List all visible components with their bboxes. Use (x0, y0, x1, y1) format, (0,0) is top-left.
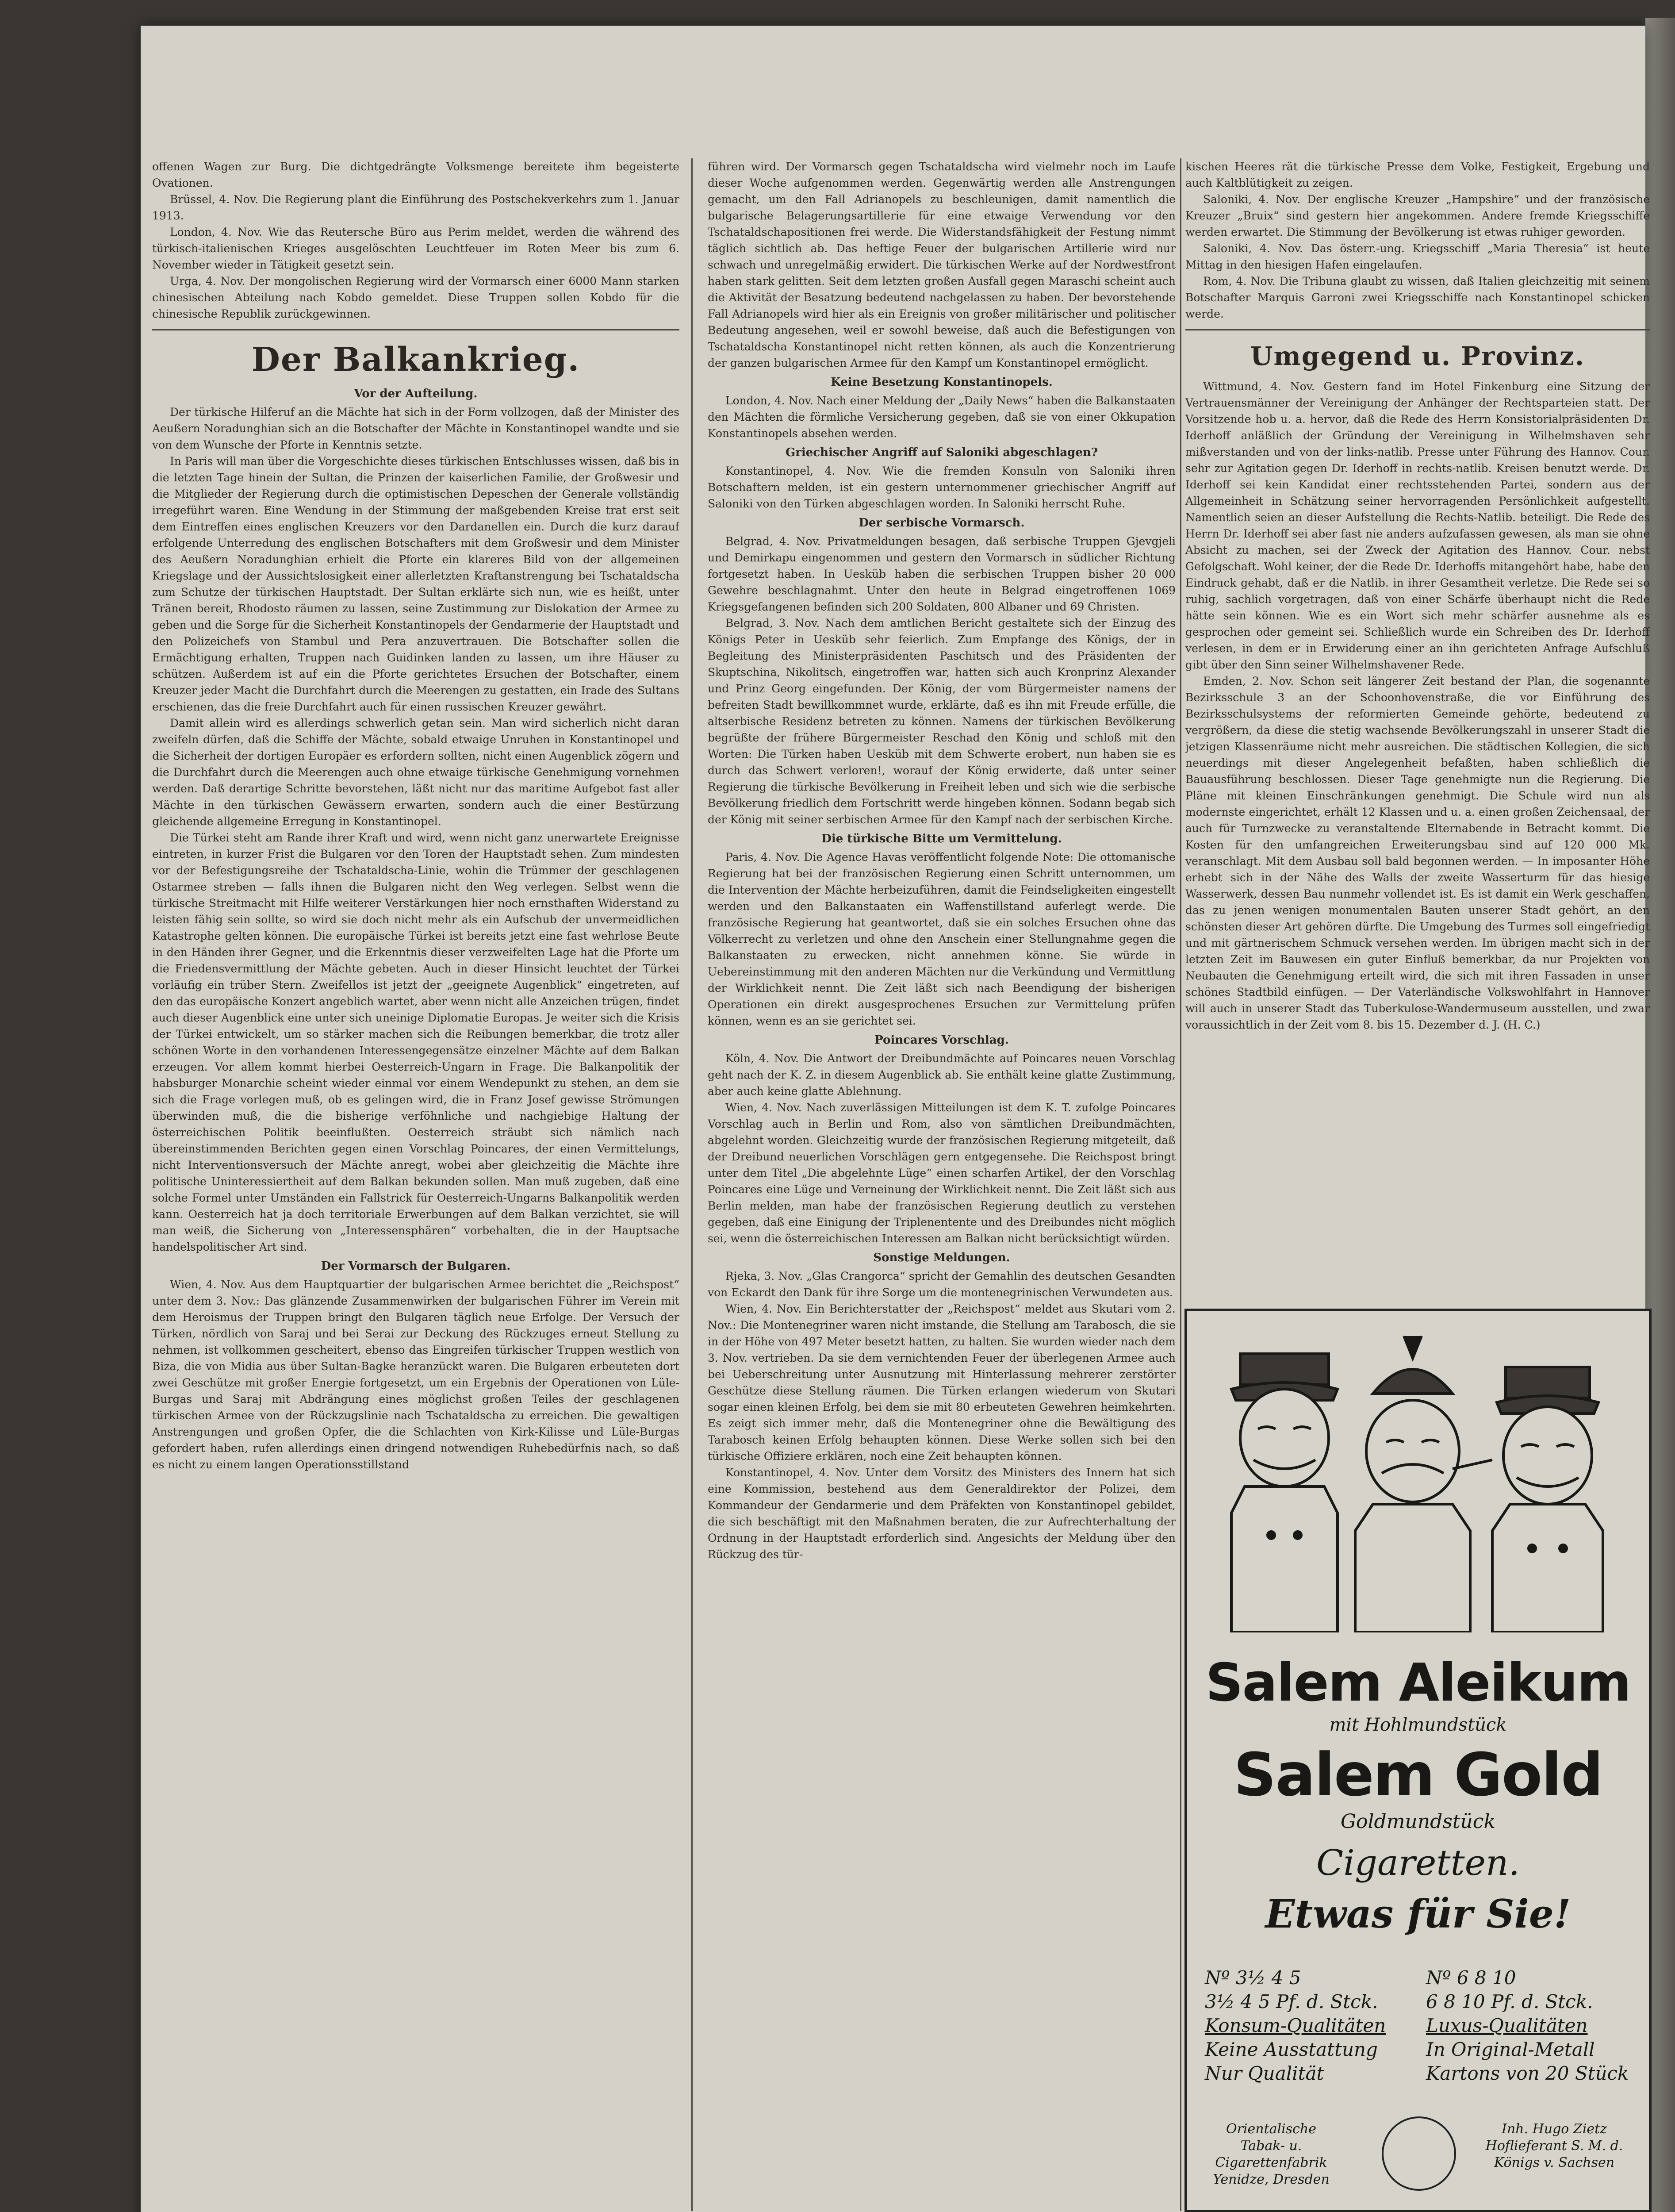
ad-brand-salem-aleikum: Salem Aleikum (1205, 1652, 1631, 1713)
salem-cigarette-ad (1184, 1309, 1652, 2212)
paragraph: führen wird. Der Vormarsch gegen Tschataldscha wird vielmehr noch im Laufe dieser Woche aufgenommen werden. Gegenwärtig werden alle Anstrengungen gemacht, um den Fall Adrianopels zu beschleunigen, damit namentlich die bulgarische Belagerungsartillerie für eine etwaige Verwendung vor den Tschataldschapositionen frei werde. Die Widerstandsfähigkeit der Festung nimmt täglich sichtlich ab. Das heftige Feuer der bulgarischen Artillerie wird nur schwach und unregelmäßig erwidert. Die türkischen Werke auf der Nordwestfront haben stark gelitten. Seit dem letzten großen Ausfall gegen Maraschi scheint auch die Aktivität der Besatzung bedeutend nachgelassen zu haben. Der bevorstehende Fall Adrianopels wird hier als ein Ereignis von großer militärischer und politischer Bedeutung angesehen, weil er sowohl beweise, daß auch die Befestigungen von Tschataldscha Konstantinopel nicht retten können, als auch die Konzentrierung der ganzen bulgarischen Armee für den Kampf um Konstantinopel ermöglicht. (708, 160, 1176, 369)
paragraph: Saloniki, 4. Nov. Der englische Kreuzer „Hampshire“ und der französische Kreuzer „Bruix“ sind gestern hier angekommen. Andere fremde Kriegsschiffe werden erwartet. Die Stimmung der Bevölkerung ist etwas ruhiger geworden. (1185, 193, 1650, 238)
paragraph: Emden, 2. Nov. Schon seit längerer Zeit bestand der Plan, die sogenannte Bezirksschule 3 an der Schoonhovenstraße, die vor Einführung des Bezirksschulsystems der reformierten Gemeinde gehörte, bedeutend zu vergrößern, da diese die stetig wachsende Bevölkerungszahl in unserer Stadt die jetzigen Klassenräume nicht mehr ausreichen. Die städtischen Kollegien, die sich neuerdings mit dieser Angelegenheit befaßten, haben schließlich die Bauausführung beschlossen. Dieser Tage genehmigte nun die Regierung. Die Pläne mit kleinen Einschränkungen genehmigt. Die Schule wird nun als modernste eingerichtet, erhält 12 Klassen und u. a. einen großen Zeichensaal, der auch für Turnzwecke zu veranstaltende Elternabende in Betracht kommt. Die Kosten für den umfangreichen Erweiterungsbau sind auf 120 000 Mk. veranschlagt. Mit dem Ausbau soll bald begonnen werden. — In imposanter Höhe erhebt sich in der Nähe des Walls der zweite Wasserturm für das hiesige Wasserwerk, dessen Bau nunmehr vollendet ist. Es ist damit ein Werk geschaffen, das zu jenen wenigen monumentalen Bauten unserer Stadt gehört, an den schönsten dieser Art gehören dürfte. Die Umgebung des Turmes soll eingefriedigt und mit gärtnerischem Schmuck versehen werden. Im übrigen macht sich in der letzten Zeit im Bauwesen ein guter Einfluß bemerkbar, da nur Projekten von Neubauten die Genehmigung erteilt wird, die sich mit ihren Fassaden in unser schönes Stadtbild einfügen. — Der Vaterländische Volkswohlfahrt in Hannover will auch in unserer Stadt das Tuberkulose-Wandermuseum ausstellen, und zwar voraussichtlich in der Zeit vom 8. bis 15. Dezember d. J. (H. C.) (1185, 675, 1650, 1031)
section-title: Umgegend u. Provinz. (1250, 341, 1585, 371)
column-3 (1185, 158, 1650, 1291)
paragraph: Konstantinopel, 4. Nov. Unter dem Vorsitz des Ministers des Innern hat sich eine Kommission, bestehend aus dem Generaldirektor der Polizei, dem Kommandeur der Gendarmerie und dem Präfekten von Konstantinopel gebildet, die sich beschäftigt mit den Maßnahmen beraten, die zur Aufrechterhaltung der Ordnung in der Hauptstadt erforderlich sind. Angesichts der Meldung über den Rückzug des tür- (708, 1466, 1176, 1561)
subheading: Griechischer Angriff auf Saloniki abgeschlagen? (785, 446, 1098, 459)
ad-tagline: mit Hohlmundstück (1329, 1715, 1507, 1735)
ad-line: Konsum-Qualitäten (1205, 2015, 1386, 2036)
ad-line: Kartons von 20 Stück (1426, 2062, 1629, 2084)
subheading: Keine Besetzung Konstantinopels. (831, 376, 1053, 389)
divider (1185, 329, 1650, 330)
column-1 (152, 158, 679, 2212)
paragraph: Urga, 4. Nov. Der mongolischen Regierung wird der Vormarsch einer 6000 Mann starken chinesischen Abteilung nach Kobdo gemeldet. Diese Truppen sollen Kobdo für die chinesische Republik zurückgewinnen. (152, 275, 679, 320)
ad-line: Nur Qualität (1205, 2062, 1324, 2084)
newspaper-page (141, 26, 1650, 2212)
ad-line: Nº 6 8 10 (1426, 1967, 1516, 1989)
paragraph: Die Türkei steht am Rande ihrer Kraft und wird, wenn nicht ganz unerwartete Ereignisse eintreten, in kurzer Frist die Bulgaren vor den Toren der Hauptstadt sehen. Zum mindesten vor der Befestigungsreihe der Tschataldscha-Linie, wohin die Trümmer der geschlagenen Ostarmee streben — falls ihnen die Bulgaren nicht den Weg verlegen. Selbst wenn die türkische Streitmacht mit Hilfe weiterer Verstärkungen hier noch ernsthaften Widerstand zu leisten fähig sein sollte, so wird sie doch nicht mehr als ein Aufschub der unvermeidlichen Katastrophe gelten können. Die europäische Türkei ist bereits jetzt eine fast wehrlose Beute in den Händen ihrer Gegner, und die Erkenntnis dieser verzweifelten Lage hat die Pforte um die Friedensvermittlung der Mächte gebeten. Auch in dieser Hinsicht leuchtet der Türkei vorläufig ein trüber Stern. Zweifellos ist jetzt der „geeignete Augenblick“ eingetreten, auf den das europäische Konzert angeblich wartet, aber wenn nicht alle Anzeichen trügen, findet auch dieser Augenblick eine unter sich uneinige Diplomatie Europas. Je weiter sich die Krisis der Türkei entwickelt, um so stärker machen sich die Reibungen bemerkbar, die trotz aller schönen Worte in den vorhandenen Interessengegensätze einzelner Mächte auf dem Balkan erzeugen. Vor allem kommt hierbei Oesterreich-Ungarn in Frage. Die Balkanpolitik der habsburger Monarchie scheint wieder einmal vor einem Wendepunkt zu stehen, an dem sie sich die Frage vorlegen muß, ob es gelingen wird, die in Franz Josef gewisse Strömungen überwinden muß, die die bisherige verföhnliche und nachgiebige Haltung der österreichischen Politik beeinflußten. Oesterreich sträubt sich nämlich nach übereinstimmenden Berichten gegen einen Vorschlag Poincares, der einen Vermittelungs, nicht Interventionsversuch der Mächte anregt, wobei aber gleichzeitig die Mächte ihre politische Uninteressiertheit auf dem Balkan bekunden sollen. Man muß zugeben, daß eine solche Formel unter Umständen ein Fallstrick für Oesterreich-Ungarns Balkanpolitik werden kann. Oesterreich hat ja doch territoriale Erwerbungen auf dem Balkan verzichtet, sie will man weiß, die Sicherung von „Interessensphären“ vorbehalten, die in der Hauptsache handelspolitischer Art sind. (152, 831, 679, 1253)
column-2 (708, 158, 1176, 2212)
subheading: Sonstige Meldungen. (873, 1251, 1010, 1264)
paragraph: Saloniki, 4. Nov. Das österr.-ung. Kriegsschiff „Maria Theresia“ ist heute Mittag in den hiesigen Hafen eingelaufen. (1185, 242, 1650, 271)
ad-owner: Inh. Hugo Zietz Hoflieferant S. M. d. Königs v. Sachsen (1485, 2121, 1623, 2170)
paragraph: London, 4. Nov. Wie das Reutersche Büro aus Perim meldet, werden die während des türkisch-italienischen Krieges ausgelöschten Leuchtfeuer im Roten Meer bis zum 6. November wieder in Tätigkeit gesetzt sein. (152, 226, 679, 271)
ad-brand-salem-gold: Salem Gold (1234, 1740, 1602, 1809)
paragraph: Paris, 4. Nov. Die Agence Havas veröffentlicht folgende Note: Die ottomanische Regierung hat bei der französischen Regierung einen Schritt unternommen, um die Intervention der Mächte herbeizuführen, damit die Feindseligkeiten eingestellt werden und den Balkanstaaten ein Waffenstillstand auferlegt werde. Die französische Regierung hat geantwortet, daß sie ein solches Ersuchen ohne das Völkerrecht zu verletzen und ohne den Anschein einer Stellungnahme gegen die Balkanstaaten zu erwecken, nicht annehmen könne. Sie würde in Uebereinstimmung mit den anderen Mächten nur die Verkündung und Vermittlung der Wirklichkeit nennt. Die Zeit läßt sich nach Beendigung der bisherigen Operationen ein direkt ausgesprochenes Ersuchen zur Vermittelung prüfen können, wenn es an sie gerichtet sei. (708, 851, 1176, 1027)
paragraph: Konstantinopel, 4. Nov. Wie die fremden Konsuln von Saloniki ihren Botschaftern melden, ist ein gestern unternommener griechischer Angriff auf Saloniki von den Türken abgeschlagen worden. In Saloniki herrscht Ruhe. (708, 465, 1176, 510)
ad-price-block-right (1426, 1966, 1638, 2085)
ad-tagline: Goldmundstück (1340, 1810, 1496, 1833)
subheading: Der Vormarsch der Bulgaren. (321, 1260, 511, 1273)
column-rule (1180, 158, 1181, 2211)
subheading: Der serbische Vormarsch. (859, 516, 1025, 530)
subheading: Poincares Vorschlag. (874, 1033, 1009, 1047)
paragraph: Damit allein wird es allerdings schwerlich getan sein. Man wird sicherlich nicht daran zweifeln dürfen, daß die Schiffe der Mächte, sobald etwaige Unruhen in Konstantinopel und die Sicherheit der dortigen Europäer es erfordern sollten, nicht einen Augenblick zögern und die Durchfahrt durch die Meerengen auch ohne etwaige türkische Genehmigung vornehmen werden. Daß derartige Schritte bevorstehen, läßt nicht nur das maritime Aufgebot fast aller Mächte in den türkischen Gewässern erwarten, sondern auch die einer Bestürzung gleichende allgemeine Erregung in Konstantinopel. (152, 717, 679, 828)
paragraph: Wittmund, 4. Nov. Gestern fand im Hotel Finkenburg eine Sitzung der Vertrauensmänner der Vereinigung der Anhänger der Rechtsparteien statt. Der Vorsitzende hob u. a. hervor, daß die Rede des Herrn Konsistorialpräsidenten Dr. Iderhoff anläßlich der Gründung der Vereinigung in Wilhelmshaven sehr mißverstanden und von der links-natlib. Presse unter Führung des Hannov. Cour. sehr zur Agitation gegen Dr. Iderhoff in rechts-natlib. Kreisen benutzt werde. Dr. Iderhoff sei kein Kandidat einer rechtsstehenden Partei, sondern aus der Allgemeinheit in Schätzung seiner hervorragenden Persönlichkeit aufgestellt. Namentlich seien an dieser Aufstellung die Rechts-Natlib. beteiligt. Die Rede des Herrn Dr. Iderhoff sei aber fast nie anders aufzufassen gewesen, als man sie ohne Absicht zu machen, sei der Zweck der Agitation des Hannov. Cour. nebst Gefolgschaft. Wohl keiner, der die Rede Dr. Iderhoffs mitangehört habe, habe den Eindruck gehabt, daß er die Natlib. in ihrer Gesamtheit verletze. Die Rede sei so ruhig, sachlich vorgetragen, daß von einer Schärfe überhaupt nicht die Rede hätte sein können. Wie es ein Wort sich mehr schärfer ausnehme als es gesprochen oder gemeint sei. Schließlich wurde ein Schreiben des Dr. Iderhoff verlesen, in dem er in Erwiderung einer an ihn gerichteten Anfrage Aufschluß gibt über den Sinn seiner Wilhelmshavener Rede. (1185, 380, 1650, 671)
royal-seal-icon (1382, 2116, 1456, 2191)
paragraph: Brüssel, 4. Nov. Die Regierung plant die Einführung des Postschekverkehrs zum 1. Januar 1913. (152, 193, 679, 222)
divider (152, 329, 679, 330)
column-rule (691, 158, 693, 2211)
three-soldiers-illustration (1205, 1327, 1629, 1632)
section-title: Der Balkankrieg. (251, 341, 580, 379)
ad-price-block-left (1205, 1966, 1408, 2085)
paragraph: Wien, 4. Nov. Ein Berichterstatter der „Reichspost“ meldet aus Skutari vom 2. Nov.: Die Montenegriner waren nicht imstande, die Stellung am Tarabosch, die sie in der Höhe von 497 Meter besetzt hatten, zu halten. Sie wurden wieder nach dem 3. Nov. vertrieben. Da sie dem vernichtenden Feuer der überlegenen Armee auch bei Ueberschreitung unter Ausnutzung mit Hinterlassung mehrerer zerstörter Geschütze diese Stellung räumen. Die Türken erlangen wiederum von Skutari sogar einen kleinen Erfolg, bei dem sie mit 80 erbeuteten Gewehren heimkehrten. Es zeigt sich immer mehr, daß die Montenegriner ohne die Bewältigung des Tarabosch keinen Erfolg behaupten können. Diese Werke sollen sich bei den türkische Offiziere erklären, noch eine Zeit behaupten können. (708, 1302, 1176, 1463)
paragraph: Rom, 4. Nov. Die Tribuna glaubt zu wissen, daß Italien gleichzeitig mit seinem Botschafter Marquis Garroni zwei Kriegsschiffe nach Konstantinopel schicken werde. (1185, 275, 1650, 320)
ad-line: Keine Ausstattung (1205, 2039, 1378, 2060)
ad-line: 6 8 10 Pf. d. Stck. (1426, 1991, 1593, 2012)
paragraph: Köln, 4. Nov. Die Antwort der Dreibundmächte auf Poincares neuen Vorschlag geht nach der K. Z. in diesem Augenblick ab. Sie enthält keine glatte Zustimmung, aber auch keine glatte Ablehnung. (708, 1052, 1176, 1098)
paragraph: kischen Heeres rät die türkische Presse dem Volke, Festigkeit, Ergebung und auch Kaltblütigkeit zu zeigen. (1185, 160, 1650, 189)
paragraph: Der türkische Hilferuf an die Mächte hat sich in der Form vollzogen, daß der Minister des Aeußern Noradunghian sich an die Botschafter der Mächte in Konstantinopel wandte und sie von dem Wunsche der Pforte in Kenntnis setzte. (152, 406, 679, 451)
subheading: Vor der Aufteilung. (354, 387, 478, 400)
ad-line: Nº 3½ 4 5 (1205, 1967, 1301, 1989)
paragraph: London, 4. Nov. Nach einer Meldung der „Daily News“ haben die Balkanstaaten den Mächten die förmliche Versicherung gegeben, daß sie von einer Okkupation Konstantinopels absehen werden. (708, 394, 1176, 440)
ad-manufacturer: Orientalische Tabak- u. Cigarettenfabrik Yenidze, Dresden (1213, 2121, 1330, 2187)
paragraph: offenen Wagen zur Burg. Die dichtgedrängte Volksmenge bereitete ihm begeisterte Ovationen. (152, 160, 679, 189)
paragraph: In Paris will man über die Vorgeschichte dieses türkischen Entschlusses wissen, daß bis in die letzten Tage hinein der Sultan, die Prinzen der kaiserlichen Familie, der Großwesir und die Mitglieder der Regierung durch die optimistischen Depeschen der Generale vollständig irregeführt waren. Eine Wendung in der Stimmung der maßgebenden Kreise trat erst seit dem Eintreffen eines englischen Kreuzers vor den Dardanellen ein. Durch die kurz darauf erfolgende Unterredung des englischen Botschafters mit dem Großwesir und dem Minister des Aeußern Noradunghian erhielt die Pforte ein klareres Bild von der allgemeinen Kriegslage und der Aussichtslosigkeit einer allerletzten Kraftanstrengung bei Tschataldscha zum Schutze der türkischen Hauptstadt. Der Sultan erklärte sich nun, wie es heißt, unter Tränen bereit, Rhodosto räumen zu lassen, seine Zustimmung zur Dislokation der Armee zu geben und die Sorge für die Sicherheit Konstantinopels der Gendarmerie der Hauptstadt und den Polizeichefs von Stambul und Pera anzuvertrauen. Die Botschafter sollen die Ermächtigung erhalten, Truppen nach Guidinken landen zu lassen, um ihre Häuser zu schützen. Außerdem ist auf ein die Pforte gerichtetes Ersuchen der Botschafter, einem Kreuzer jeder Macht die Durchfahrt durch die Meerengen zu gestatten, ein Irade des Sultans erschienen, das die freie Durchfahrt auch für einen russischen Kreuzer gewährt. (152, 455, 679, 713)
subheading: Die türkische Bitte um Vermittelung. (821, 832, 1062, 845)
paragraph: Wien, 4. Nov. Aus dem Hauptquartier der bulgarischen Armee berichtet die „Reichspost“ unter dem 3. Nov.: Das glänzende Zusammenwirken der bulgarischen Führer im Verein mit dem Heroismus der Truppen bringt den Bulgaren täglich neue Erfolge. Der Versuch der Türken, nördlich von Saraj und bei Serai zur Deckung des Rückzuges erneut Stellung zu nehmen, ist vollkommen gescheitert, ebenso das Eingreifen türkischer Truppen westlich von Biza, die von Midia aus über Sultan-Bagke heranzückt waren. Die Bulgaren erbeuteten dort zwei Geschütze mit großer Energie fortgesetzt, um ein Ergebnis der Operationen von Lüle-Burgas und Saraj mit Abdrängung eines möglichst großen Teiles der geschlagenen türkischen Armee von der Rückzugslinie nach Tschataldscha zu erreichen. Die gewaltigen Anstrengungen und großen Opfer, die die Schlachten von Kirk-Kilisse und Lüle-Burgas gefordert haben, rufen allerdings einen dringend notwendigen Ruhebedürfnis nach, so daß es nicht zu einem langen Operationsstillstand (152, 1278, 679, 1471)
paragraph: Belgrad, 4. Nov. Privatmeldungen besagen, daß serbische Truppen Gjevgjeli und Demirkapu eingenommen und gestern den Vormarsch in südlicher Richtung fortgesetzt haben. In Uesküb haben die serbischen Truppen bisher 20 000 Gewehre beschlagnahmt. Unter den heute in Belgrad eingetroffenen 1069 Kriegsgefangenen befinden sich 200 Soldaten, 800 Albaner und 69 Christen. (708, 535, 1176, 613)
paragraph: Rjeka, 3. Nov. „Glas Crangorca“ spricht der Gemahlin des deutschen Gesandten von Eckardt den Dank für ihre Sorge um die montenegrinischen Verwundeten aus. (708, 1270, 1176, 1299)
ad-line: Luxus-Qualitäten (1426, 2015, 1588, 2036)
ad-line: In Original-Metall (1426, 2039, 1595, 2060)
ad-product-type: Cigaretten. (1316, 1842, 1520, 1883)
ad-slogan: Etwas für Sie! (1265, 1891, 1571, 1937)
paragraph: Wien, 4. Nov. Nach zuverlässigen Mitteilungen ist dem K. T. zufolge Poincares Vorschlag auch in Berlin und Rom, also von sämtlichen Dreibundmächten, abgelehnt worden. Gleichzeitig wurde der französischen Regierung mitgeteilt, daß der Dreibund neuerlichen Vorschlägen gern entgegensehe. Die Reichspost bringt unter dem Titel „Die abgelehnte Lüge“ einen scharfen Artikel, der den Vorschlag Poincares eine Lüge und Verneinung der Wirklichkeit nennt. Die Zeit läßt sich aus Berlin melden, man habe der französischen Regierung deutlich zu verstehen gegeben, daß eine Einigung der Triplenentente und des Dreibundes nicht möglich sei, wenn die österreichischen Interessen am Balkan nicht berücksichtigt würden. (708, 1101, 1176, 1245)
ad-line: 3½ 4 5 Pf. d. Stck. (1205, 1991, 1378, 2012)
paragraph: Belgrad, 3. Nov. Nach dem amtlichen Bericht gestaltete sich der Einzug des Königs Peter in Uesküb sehr feierlich. Zum Empfange des Königs, der in Begleitung des Ministerpräsidenten Paschitsch und des Präsidenten der Skuptschina, Nikolitsch, eingetroffen war, hatten sich auch Kronprinz Alexander und Prinz Georg eingefunden. Der König, der vom Bürgermeister namens der befreiten Stadt bewillkommnet wurde, erklärte, daß es ihn mit Freude erfülle, die altserbische Residenz betreten zu können. Namens der türkischen Bevölkerung begrüßte der frühere Bürgermeister Reschad den König und schloß mit den Worten: Die Türken haben Uesküb mit dem Schwerte erobert, nun haben sie es durch das Schwert verloren!, worauf der König erwiderte, daß unter seiner Regierung die türkische Bevölkerung in Freiheit leben und sich wie die serbische Bevölkerung friedlich dem Fortschritt werde hingeben können. Sodann begab sich der König mit seiner serbischen Armee für den Kampf nach der serbischen Kirche. (708, 617, 1176, 826)
